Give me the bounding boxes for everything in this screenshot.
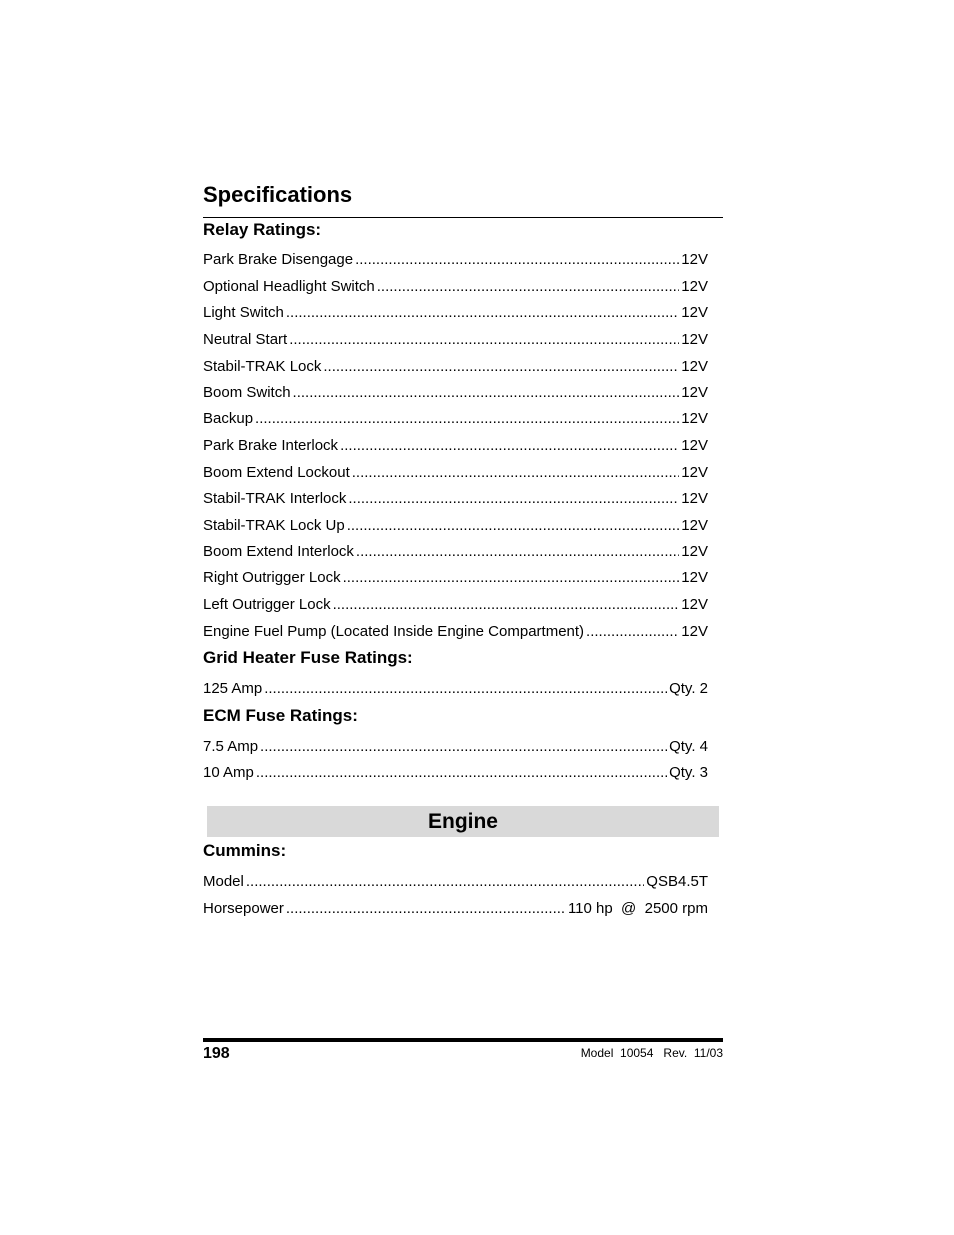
spec-label: Right Outrigger Lock [203,569,341,586]
spec-value: 12V [681,304,708,321]
spec-label: Boom Extend Interlock [203,543,354,560]
title-rule [203,217,723,218]
dot-leader [293,384,680,402]
engine-section-band [207,806,719,837]
spec-row-backup [203,410,708,428]
spec-value: Qty. 4 [669,738,708,755]
spec-label: 125 Amp [203,680,263,697]
spec-label: Neutral Start [203,331,288,348]
relay-ratings-heading: Relay Ratings: [203,220,322,239]
dot-leader [586,623,679,641]
dot-leader [348,490,679,508]
spec-value: 12V [681,384,708,401]
spec-value: QSB4.5T [646,873,708,890]
spec-value: 12V [681,569,708,586]
spec-label: Boom Switch [203,384,291,401]
spec-label: Optional Headlight Switch [203,278,375,295]
spec-label: Stabil-TRAK Lock Up [203,517,345,534]
spec-value: 12V [681,410,708,427]
spec-row-boom-extend-lockout [203,464,708,482]
spec-value: Qty. 3 [669,764,708,781]
spec-row-horsepower [203,900,708,918]
dot-leader [286,304,679,322]
spec-row-light-switch [203,304,708,322]
spec-label: Left Outrigger Lock [203,596,331,613]
spec-value: 12V [681,596,708,613]
spec-row-stabil-trak-interlock [203,490,708,508]
spec-label: Model [203,873,244,890]
dot-leader [377,278,680,296]
spec-value: Qty. 2 [669,680,708,697]
spec-row-stabil-trak-lock-up [203,517,708,535]
spec-value: 12V [681,278,708,295]
dot-leader [255,410,679,428]
spec-row-stabil-trak-lock [203,358,708,376]
spec-label: 7.5 Amp [203,738,259,755]
spec-label: 10 Amp [203,764,254,781]
spec-value: 12V [681,331,708,348]
spec-label: Engine Fuel Pump (Located Inside Engine Compartment) [203,623,585,640]
dot-leader [343,569,680,587]
spec-label: Park Brake Interlock [203,437,339,454]
spec-row-park-brake-disengage [203,251,708,269]
spec-label: Boom Extend Lockout [203,464,350,481]
spec-row-neutral-start [203,331,708,349]
spec-label: Light Switch [203,304,284,321]
spec-value: 12V [681,490,708,507]
dot-leader [347,517,680,535]
spec-label: Stabil-TRAK Lock [203,358,322,375]
dot-leader [356,543,679,561]
spec-label: Park Brake Disengage [203,251,354,268]
dot-leader [256,764,667,782]
spec-value: 110 hp @ 2500 rpm [567,900,708,917]
spec-value: 12V [681,543,708,560]
dot-leader [340,437,679,455]
grid-heater-fuse-heading: Grid Heater Fuse Ratings: [203,648,413,667]
spec-label: Backup [203,410,254,427]
spec-value: 12V [681,623,708,640]
footer-model-revision: Model 10054 Rev. 11/03 [580,1046,723,1060]
spec-label: Stabil-TRAK Interlock [203,490,347,507]
footer-rule [203,1038,723,1042]
page-title: Specifications [203,182,353,207]
spec-row-10-amp [203,764,708,782]
dot-leader [286,900,566,918]
spec-label: Horsepower [203,900,284,917]
spec-row-boom-switch [203,384,708,402]
dot-leader [333,596,680,614]
spec-value: 12V [681,358,708,375]
spec-row-boom-extend-interlock [203,543,708,561]
spec-row-optional-headlight-switch [203,278,708,296]
spec-row-park-brake-interlock [203,437,708,455]
dot-leader [246,873,644,891]
dot-leader [352,464,680,482]
spec-value: 12V [681,517,708,534]
ecm-fuse-heading: ECM Fuse Ratings: [203,706,358,725]
spec-row-model [203,873,708,891]
spec-value: 12V [681,464,708,481]
engine-band-title: Engine [427,809,498,833]
spec-value: 12V [681,437,708,454]
spec-row-engine-fuel-pump [203,623,708,641]
spec-row-right-outrigger-lock [203,569,708,587]
page-number: 198 [203,1045,230,1062]
cummins-heading: Cummins: [203,841,287,860]
dot-leader [323,358,679,376]
spec-value: 12V [681,251,708,268]
dot-leader [355,251,679,269]
spec-row-125-amp [203,680,708,698]
dot-leader [260,738,667,756]
dot-leader [264,680,667,698]
spec-row-left-outrigger-lock [203,596,708,614]
dot-leader [289,331,679,349]
spec-row-7-5-amp [203,738,708,756]
